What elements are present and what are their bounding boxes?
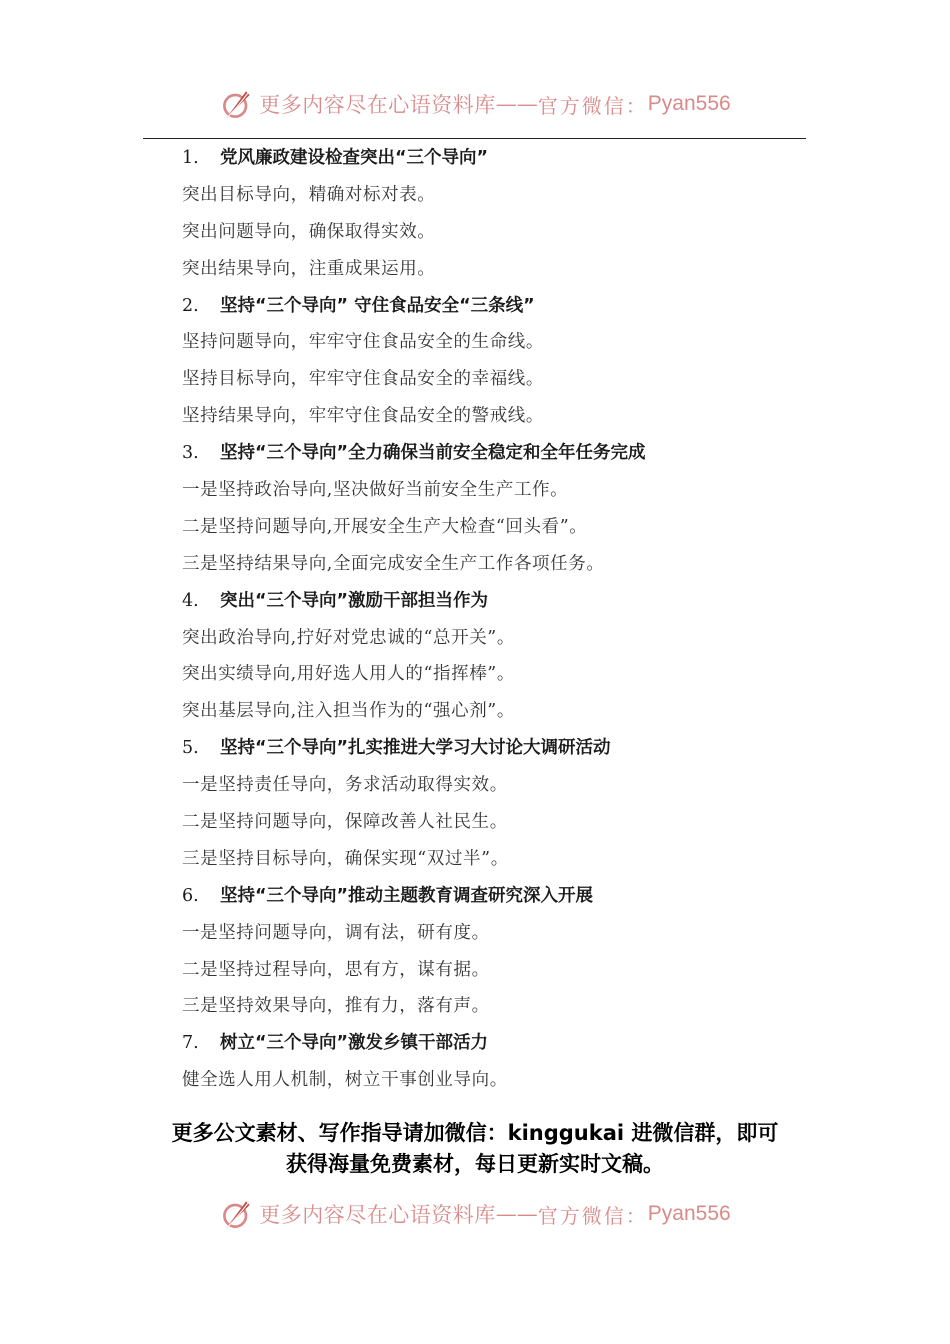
section-number: 5.	[182, 738, 199, 759]
section-line: 一是坚持责任导向，务求活动取得实效。	[182, 775, 508, 796]
section-heading	[182, 435, 822, 472]
section-title: 坚持“三个导向”扎实推进大学习大讨论大调研活动	[220, 738, 611, 759]
section-line: 突出结果导向，注重成果运用。	[182, 258, 436, 279]
banner-wechat-id: Pyan556	[647, 92, 731, 115]
banner-wechat-label: 官方微信：	[537, 1203, 648, 1228]
footer-line-1: 更多公文素材、写作指导请加微信：kinggukai 进微信群，即可	[171, 1121, 779, 1145]
section-line: 坚持问题导向，牢牢守住食品安全的生命线。	[182, 332, 544, 353]
section-title: 坚持“三个导向”全力确保当前安全稳定和全年任务完成	[220, 443, 646, 464]
section-line: 二是坚持过程导向，思有方，谋有据。	[182, 959, 490, 980]
section-line: 三是坚持效果导向，推有力，落有声。	[182, 996, 490, 1017]
section-line: 突出问题导向，确保取得实效。	[182, 221, 436, 242]
document-body	[182, 140, 822, 1099]
section-line: 一是坚持政治导向,坚决做好当前安全生产工作。	[182, 480, 569, 501]
quill-logo-icon	[219, 1196, 255, 1232]
banner-dash: ——	[495, 1202, 538, 1226]
section-title: 党风廉政建设检查突出“三个导向”	[220, 148, 489, 168]
section-title: 突出“三个导向”激励干部担当作为	[220, 590, 489, 611]
section-line: 突出实绩导向,用好选人用人的“指挥棒”。	[182, 664, 515, 685]
section-line: 突出基层导向,注入担当作为的“强心剂”。	[182, 701, 515, 722]
footer-promo-note	[0, 1118, 950, 1180]
banner-wechat-label: 官方微信：	[537, 93, 648, 118]
section-number: 3.	[182, 443, 199, 464]
header-rule	[143, 138, 806, 139]
section-heading	[182, 140, 822, 177]
section-number: 2.	[182, 295, 199, 316]
section-number: 6.	[182, 885, 199, 906]
section-title: 树立“三个导向”激发乡镇干部活力	[220, 1033, 489, 1054]
section-line: 坚持结果导向，牢牢守住食品安全的警戒线。	[182, 406, 544, 427]
banner-wechat-id: Pyan556	[647, 1202, 731, 1225]
section-line: 突出政治导向,拧好对党忠诚的“总开关”。	[182, 627, 515, 648]
section-heading	[182, 1025, 822, 1062]
section-line: 坚持目标导向，牢牢守住食品安全的幸福线。	[182, 369, 544, 390]
footer-banner	[0, 1192, 950, 1236]
section-title: 坚持“三个导向”推动主题教育调查研究深入开展	[220, 885, 594, 906]
section-line: 二是坚持问题导向,开展安全生产大检查“回头看”。	[182, 516, 588, 537]
banner-site-text: 更多内容尽在心语资料库	[259, 1203, 496, 1227]
section-line: 三是坚持结果导向,全面完成安全生产工作各项任务。	[182, 553, 605, 574]
section-line: 突出目标导向，精确对标对表。	[182, 184, 436, 205]
footer-line-2: 获得海量免费素材，每日更新实时文稿。	[286, 1152, 664, 1176]
banner-dash: ——	[495, 92, 538, 116]
section-line: 三是坚持目标导向，确保实现“双过半”。	[182, 848, 509, 869]
section-number: 4.	[182, 590, 199, 611]
header-banner	[0, 82, 950, 126]
section-line: 健全选人用人机制，树立干事创业导向。	[182, 1070, 508, 1091]
quill-logo-icon	[219, 86, 255, 122]
section-line: 一是坚持问题导向，调有法，研有度。	[182, 922, 490, 943]
banner-site-text: 更多内容尽在心语资料库	[259, 93, 496, 117]
section-heading	[182, 288, 822, 325]
section-heading	[182, 583, 822, 620]
section-number: 1.	[182, 148, 199, 168]
section-line: 二是坚持问题导向，保障改善人社民生。	[182, 812, 508, 833]
section-number: 7.	[182, 1033, 199, 1054]
section-title: 坚持“三个导向” 守住食品安全“三条线”	[220, 295, 535, 316]
section-heading	[182, 730, 822, 767]
section-heading	[182, 878, 822, 915]
